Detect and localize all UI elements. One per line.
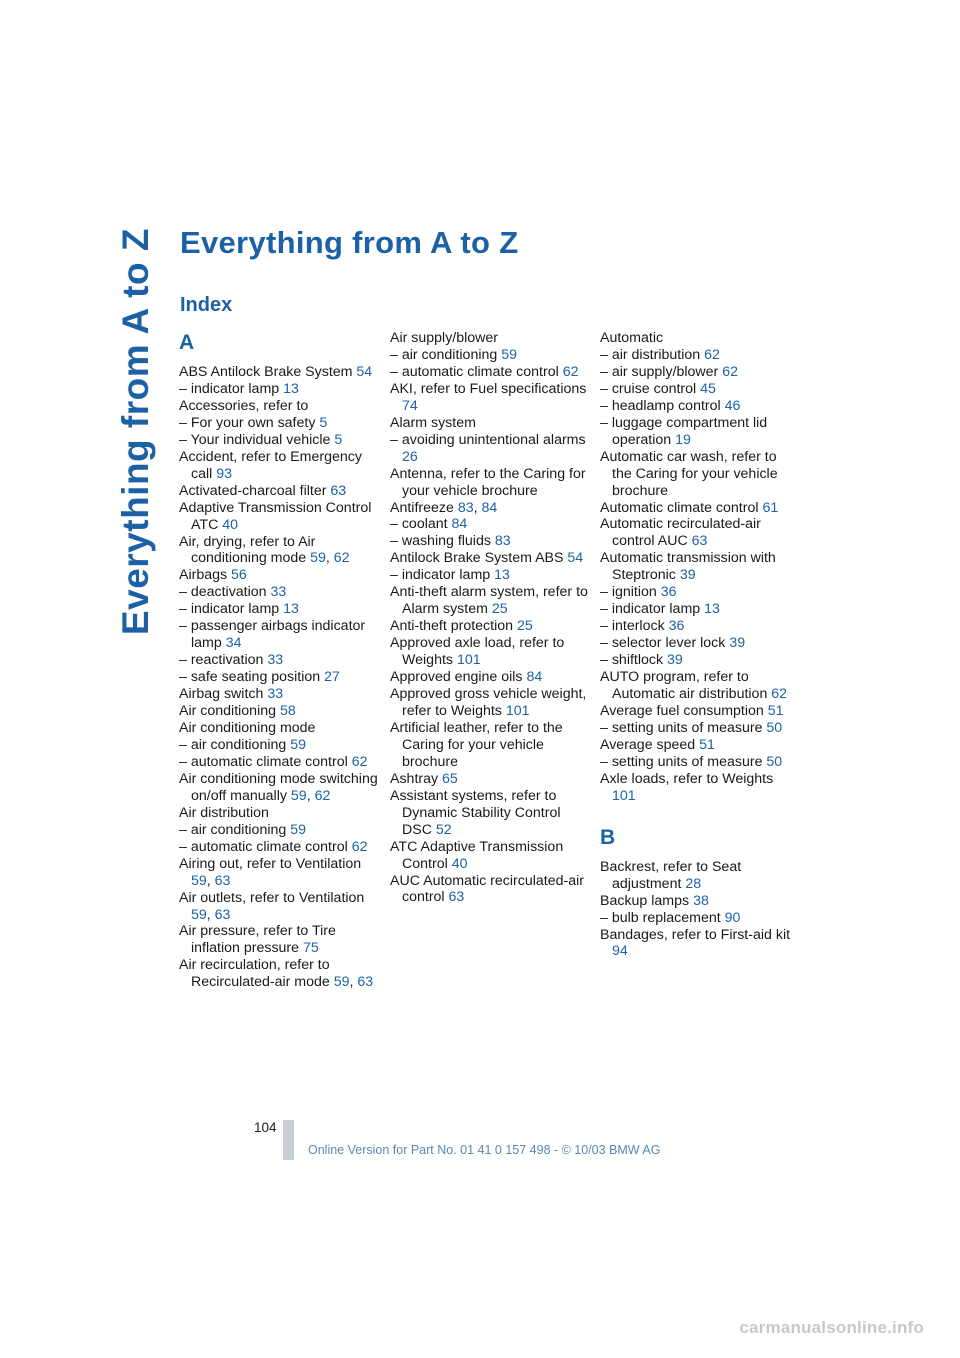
index-page-separator: , [206,906,215,923]
index-page-link[interactable]: 56 [231,567,247,584]
index-entry [600,364,800,381]
index-entry-text: – washing fluids [390,533,495,550]
index-page-link[interactable]: 45 [700,380,716,397]
index-entry-text: Average speed [600,736,700,753]
index-entry [600,927,800,961]
index-entry [390,466,590,500]
index-page-link[interactable]: 62 [704,346,720,363]
index-entry-text: AKI, refer to Fuel specifications [390,380,587,397]
index-entry-text: Activated-charcoal filter [179,482,331,499]
index-page-link[interactable]: 93 [216,465,233,482]
index-page-link[interactable]: 61 [762,499,779,516]
index-entry-text: Approved gross vehicle weight, refer to Weights [390,686,587,719]
index-entry [179,398,379,415]
index-entry [600,893,800,910]
index-entry-text: Automatic car wash, refer to the Caring for your vehicle brochure [600,448,778,499]
index-entry [600,737,800,754]
index-page-link[interactable]: 59 [290,736,306,753]
index-entry [390,550,590,567]
index-entry [600,415,800,449]
index-entry-text: Air supply/blower [390,330,499,346]
index-entry-text: – cruise control [600,380,701,397]
index-page-link[interactable]: 74 [402,397,418,414]
index-entry-text: ATC Adaptive Transmission Control [390,838,564,872]
index-entry-text: Anti-theft protection [390,618,517,635]
index-entry-text: – shiftlock [600,652,668,669]
index-page-link[interactable]: 59 [310,550,326,567]
index-entry-text: Backup lamps [600,892,694,909]
index-entry-text: – automatic climate control [390,363,563,380]
index-page-link[interactable]: 62 [351,753,368,770]
index-entry-text: AUC Automatic recirculated-air control [390,872,584,906]
index-entry-text: – bulb replacement [600,909,725,926]
index-entry [179,923,379,957]
index-entry [179,618,379,652]
index-entry-text: – safe seating position [179,669,325,686]
index-entry [600,859,800,893]
index-page-separator: , [349,974,358,991]
index-page-link[interactable]: 36 [660,584,677,601]
index-page-link[interactable]: 63 [214,872,231,889]
index-page-link[interactable]: 62 [562,363,579,380]
index-entry [390,686,590,720]
index-entry-text: Accessories, refer to [179,397,309,414]
index-entry-text: Axle loads, refer to Weights [600,770,774,787]
index-entry [179,432,379,449]
index-page-link[interactable]: 63 [214,906,231,923]
index-page-link[interactable]: 33 [270,584,287,601]
index-page-link[interactable]: 25 [516,618,533,635]
index-entry [390,415,590,432]
index-entry-text: – automatic climate control [179,838,352,855]
index-entry [600,720,800,737]
index-entry [179,483,379,500]
index-page-link[interactable]: 50 [766,753,783,770]
index-letter-heading: A [179,331,195,354]
index-letter-heading: B [600,825,616,849]
index-entry-text: – deactivation [179,584,271,601]
index-entry-text: – headlamp control [600,397,725,414]
index-page-link[interactable]: 84 [481,499,498,516]
index-entry [600,910,800,927]
index-entry [179,720,379,737]
index-entry [390,516,590,533]
index-entry-text: Antilock Brake System ABS [390,550,568,567]
index-page-link[interactable]: 62 [771,686,788,703]
index-entry-text: – selector lever lock [600,635,730,652]
index-entry-text: Adaptive Transmission Control ATC [179,499,372,533]
index-entry [179,567,379,584]
index-entry [600,601,800,618]
index-entry-text: Air conditioning [179,703,280,720]
index-entry-text: Automatic transmission with Steptronic [600,550,776,584]
index-entry [179,381,379,398]
index-entry [179,890,379,924]
index-entry [179,771,379,805]
index-page-link[interactable]: 46 [724,397,741,414]
index-entry-text: Alarm system [390,414,476,431]
index-entry-text: – interlock [600,618,669,635]
index-entry [390,330,590,347]
index-entry-text: Air, drying, refer to Air conditioning mode [179,533,316,567]
index-entry [179,805,379,822]
index-entry [600,754,800,771]
index-entry-text: Automatic [600,330,664,346]
index-column-2 [390,330,590,906]
index-entry-text: Antenna, refer to the Caring for your vehicle brochure [390,465,586,499]
index-entry-text: – air supply/blower [600,363,723,380]
index-page-link[interactable]: 59 [501,346,517,363]
index-entry-text: Anti-theft alarm system, refer to Alarm system [390,584,588,618]
index-entry [179,449,379,483]
index-entry [179,415,379,432]
index-column-1 [179,330,379,991]
index-entry [390,500,590,517]
index-entry [390,669,590,686]
index-entry-text: Backrest, refer to Seat adjustment [600,858,742,892]
index-entry-text: – air distribution [600,346,705,363]
index-page-separator: , [473,499,482,516]
index-entry [600,398,800,415]
index-entry-text: Air distribution [179,804,269,821]
footer-bar [283,1120,294,1160]
index-entry [600,618,800,635]
index-page-link[interactable]: 63 [357,974,374,991]
index-page-link[interactable]: 13 [283,601,299,618]
index-entry-text: Air outlets, refer to Ventilation [179,889,365,906]
index-entry [179,856,379,890]
index-page-link[interactable]: 62 [722,363,739,380]
index-page-link[interactable]: 59 [333,974,350,991]
index-entry-text: Air conditioning mode [179,720,316,737]
index-page-link[interactable]: 13 [704,601,720,618]
index-entry-text: Antifreeze [390,499,458,516]
index-page-link[interactable]: 75 [302,940,319,957]
index-entry [390,347,590,364]
index-page-link[interactable]: 94 [612,943,628,960]
index-page-link[interactable]: 101 [505,702,530,719]
index-page-link[interactable]: 63 [691,533,708,550]
index-entry-text: – automatic climate control [179,753,352,770]
index-entry-text: – For your own safety [179,414,320,431]
index-entry-text: Approved engine oils [390,669,527,686]
index-entry-text: Airbags [179,567,232,584]
index-entry [600,550,800,584]
index-page-link[interactable]: 51 [767,702,784,719]
index-entry-text: Air recirculation, refer to Recirculated-air mode [179,957,334,991]
index-entry [390,584,590,618]
index-entry [600,703,800,720]
index-page-link[interactable]: 26 [402,448,418,465]
index-page-link[interactable]: 90 [724,909,741,926]
index-entry [179,601,379,618]
index-page-link[interactable]: 59 [290,787,307,804]
index-page-link[interactable]: 28 [685,875,702,892]
index-entry [179,669,379,686]
index-entry-text: Artificial leather, refer to the Caring for your vehicle brochure [390,719,563,770]
index-entry [179,957,379,991]
index-entry [600,669,800,703]
index-entry-text: Ashtray [390,770,443,787]
index-entry-text: – passenger airbags indicator lamp [179,618,366,652]
side-title-text: Everything from A to Z [115,228,156,636]
index-page-link[interactable]: 39 [667,652,683,669]
index-entry-text: – indicator lamp [390,567,495,584]
index-entry-text: Air conditioning mode switching on/off manually [179,770,378,804]
index-entry [179,364,379,381]
index-entry [179,686,379,703]
index-page-link[interactable]: 58 [279,703,296,720]
index-entry [600,652,800,669]
index-entry [179,754,379,771]
index-entry-text: Average fuel consumption [600,702,768,719]
index-entry-text: – air conditioning [179,821,291,838]
index-entry [179,584,379,601]
index-page-link[interactable]: 59 [191,872,207,889]
index-page-link[interactable]: 62 [333,550,350,567]
index-page-separator: , [206,872,215,889]
footer-text: Online Version for Part No. 01 41 0 157 498 - © 10/03 BMW AG [308,1143,661,1157]
index-page-link[interactable]: 39 [729,635,746,652]
index-page-link[interactable]: 40 [222,516,239,533]
index-entry [390,839,590,873]
index-entry [600,584,800,601]
index-entry [600,771,800,805]
index-page-link[interactable]: 59 [191,906,207,923]
index-entry [390,381,590,415]
index-entry-text: Airbag switch [179,686,268,703]
index-page-link[interactable]: 34 [225,635,242,652]
index-entry [390,788,590,839]
index-entry-text: – ignition [600,584,661,601]
index-entry [600,635,800,652]
index-entry-text: – setting units of measure [600,753,767,770]
index-page-link[interactable]: 50 [766,719,783,736]
index-page-link[interactable]: 83 [494,533,511,550]
index-entry-text: Air pressure, refer to Tire inflation pressure [179,923,336,957]
index-page-link[interactable]: 19 [675,431,691,448]
index-page-link[interactable]: 40 [451,855,468,872]
index-entry [390,720,590,771]
index-entry-text: Airing out, refer to Ventilation [179,855,362,872]
index-entry-text: – luggage compartment lid operation [600,414,768,448]
page-number: 104 [254,1120,277,1135]
index-entry [600,330,800,347]
index-entry [179,500,379,534]
index-entry [179,737,379,754]
index-page-link[interactable]: 65 [442,770,458,787]
page-title: Everything from A to Z [180,225,519,260]
index-entry-text: Approved axle load, refer to Weights [390,635,565,669]
index-entry-text: – air conditioning [179,736,291,753]
index-entry [390,533,590,550]
index-page-link[interactable]: 62 [314,787,331,804]
index-page-link[interactable]: 38 [693,892,709,909]
index-entry-text: – coolant [390,516,452,533]
index-entry-text: – reactivation [179,652,268,669]
index-entry-text: Accident, refer to Emergency call [179,448,362,482]
side-title [114,228,158,636]
index-page-link[interactable]: 84 [451,516,468,533]
index-page-link[interactable]: 13 [283,380,299,397]
index-entry-text: Bandages, refer to First-aid kit [600,926,791,943]
index-entry-text: ABS Antilock Brake System [179,364,357,380]
section-title: Index [180,294,233,316]
index-page-link[interactable]: 5 [319,414,328,431]
index-entry-text: – avoiding unintentional alarms [390,431,586,448]
index-entry-text: – indicator lamp [179,380,284,397]
index-entry [179,703,379,720]
index-page-link[interactable]: 83 [457,499,474,516]
index-page-link[interactable]: 33 [267,652,284,669]
index-page-separator: , [325,550,334,567]
watermark: carmanualsonline.info [739,1318,924,1337]
index-page-link[interactable]: 25 [491,601,508,618]
index-entry [179,534,379,568]
index-entry [390,618,590,635]
index-entry-text: – indicator lamp [179,601,284,618]
index-entry-text: Automatic climate control [600,499,763,516]
index-entry [390,567,590,584]
index-page-link[interactable]: 63 [330,482,347,499]
index-page-link[interactable]: 84 [526,669,543,686]
index-column-3 [600,330,800,960]
index-entry [390,432,590,466]
index-page-link[interactable]: 62 [351,838,368,855]
index-entry [600,449,800,500]
index-entry-text: – Your individual vehicle [179,431,335,448]
index-entry-text: Assistant systems, refer to Dynamic Stability Control DSC [390,787,561,838]
index-page-link[interactable]: 54 [567,550,584,567]
index-page-link[interactable]: 101 [456,652,481,669]
index-entry [179,652,379,669]
index-entry [390,873,590,907]
index-entry [600,516,800,550]
index-entry [600,381,800,398]
index-page-link[interactable]: 39 [679,567,696,584]
index-entry [179,822,379,839]
index-page-link[interactable]: 36 [668,618,685,635]
index-page-link[interactable]: 5 [334,431,343,448]
index-entry [390,635,590,669]
index-page-link[interactable]: 59 [290,821,306,838]
index-entry [390,364,590,381]
index-page-link[interactable]: 51 [699,736,715,753]
index-page-link[interactable]: 101 [612,787,636,804]
index-page-link[interactable]: 13 [494,567,510,584]
index-entry-text: – air conditioning [390,346,502,363]
index-entry [600,500,800,517]
index-entry-text: AUTO program, refer to Automatic air distribution [600,669,772,703]
index-page-link[interactable]: 52 [435,821,452,838]
index-entry [179,839,379,856]
index-entry-text: Automatic recirculated-air control AUC [600,516,761,550]
index-entry [600,347,800,364]
index-page-link[interactable]: 27 [324,669,340,686]
index-entry-text: – indicator lamp [600,601,705,618]
index-page-link[interactable]: 54 [356,364,373,380]
index-page-separator: , [306,787,315,804]
index-page-link[interactable]: 63 [448,889,465,906]
index-page-link[interactable]: 33 [267,686,284,703]
index-entry [390,771,590,788]
index-entry-text: – setting units of measure [600,719,767,736]
